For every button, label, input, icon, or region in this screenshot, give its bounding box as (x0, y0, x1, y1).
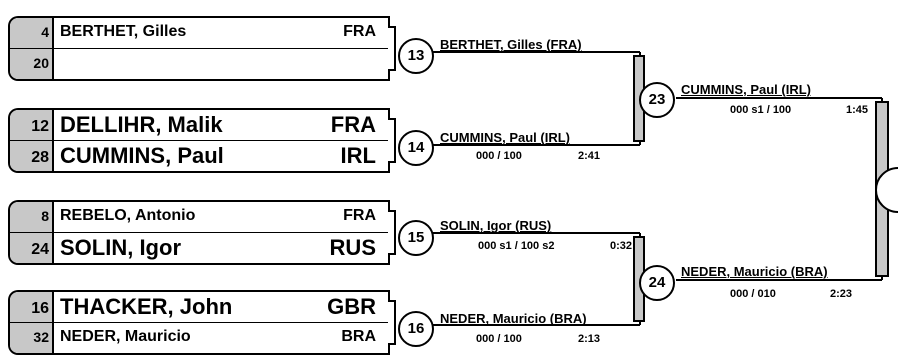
match-block-4 (8, 290, 390, 355)
winner-match-13: BERTHET, Gilles (FRA) (440, 37, 582, 52)
competitor-name: SOLIN, Igor (60, 235, 181, 260)
competitor-row (8, 290, 390, 323)
winner-match-23: CUMMINS, Paul (IRL) (681, 82, 811, 97)
seed-number: 32 (10, 323, 54, 353)
match-number-15: 15 (398, 220, 434, 256)
time-match-16: 2:13 (578, 333, 601, 345)
seed-number: 16 (10, 292, 54, 322)
competitor-name: REBELO, Antonio (60, 207, 196, 224)
country-code: GBR (327, 294, 376, 319)
competitor-row (8, 108, 390, 141)
competitor-row (8, 49, 390, 81)
match-block-3 (8, 200, 390, 265)
competitor-row (8, 16, 390, 49)
score-match-23: 000 s1 / 100 (730, 104, 792, 116)
country-code: FRA (343, 207, 376, 224)
competitor-name: DELLIHR, Malik (60, 112, 223, 137)
time-match-15: 0:32 (610, 240, 633, 252)
match-number-14: 14 (398, 130, 434, 166)
seed-number: 24 (10, 233, 54, 263)
score-match-15: 000 s1 / 100 s2 (478, 240, 555, 252)
competitor-name: BERTHET, Gilles (60, 23, 187, 40)
country-code: FRA (343, 23, 376, 40)
seed-number: 28 (10, 141, 54, 171)
seed-number: 8 (10, 202, 54, 232)
country-code: IRL (340, 143, 376, 168)
match-number-24: 24 (639, 265, 675, 301)
match-block-2 (8, 108, 390, 173)
competitor-row (8, 233, 390, 265)
seed-number: 4 (10, 18, 54, 48)
match-number-23: 23 (639, 82, 675, 118)
winner-match-24: NEDER, Mauricio (BRA) (681, 264, 828, 279)
country-code: BRA (341, 328, 376, 345)
time-match-24: 2:23 (830, 288, 853, 300)
seed-number: 20 (10, 49, 54, 79)
time-match-14: 2:41 (578, 150, 601, 162)
competitor-name: NEDER, Mauricio (60, 328, 191, 345)
score-match-14: 000 / 100 (476, 150, 522, 162)
winner-match-15: SOLIN, Igor (RUS) (440, 218, 552, 233)
seed-number: 12 (10, 110, 54, 140)
time-match-23: 1:45 (846, 104, 869, 116)
competitor-name: THACKER, John (60, 294, 233, 319)
winner-match-14: CUMMINS, Paul (IRL) (440, 130, 570, 145)
score-match-16: 000 / 100 (476, 333, 522, 345)
competitor-row (8, 200, 390, 233)
winner-match-16: NEDER, Mauricio (BRA) (440, 311, 587, 326)
competitor-row (8, 323, 390, 355)
competitor-row (8, 141, 390, 173)
match-number-13: 13 (398, 38, 434, 74)
country-code: RUS (329, 235, 376, 260)
competitor-name: CUMMINS, Paul (60, 143, 224, 168)
score-match-24: 000 / 010 (730, 288, 776, 300)
country-code: FRA (330, 112, 376, 137)
match-number-16: 16 (398, 311, 434, 347)
match-block-1 (8, 16, 390, 81)
